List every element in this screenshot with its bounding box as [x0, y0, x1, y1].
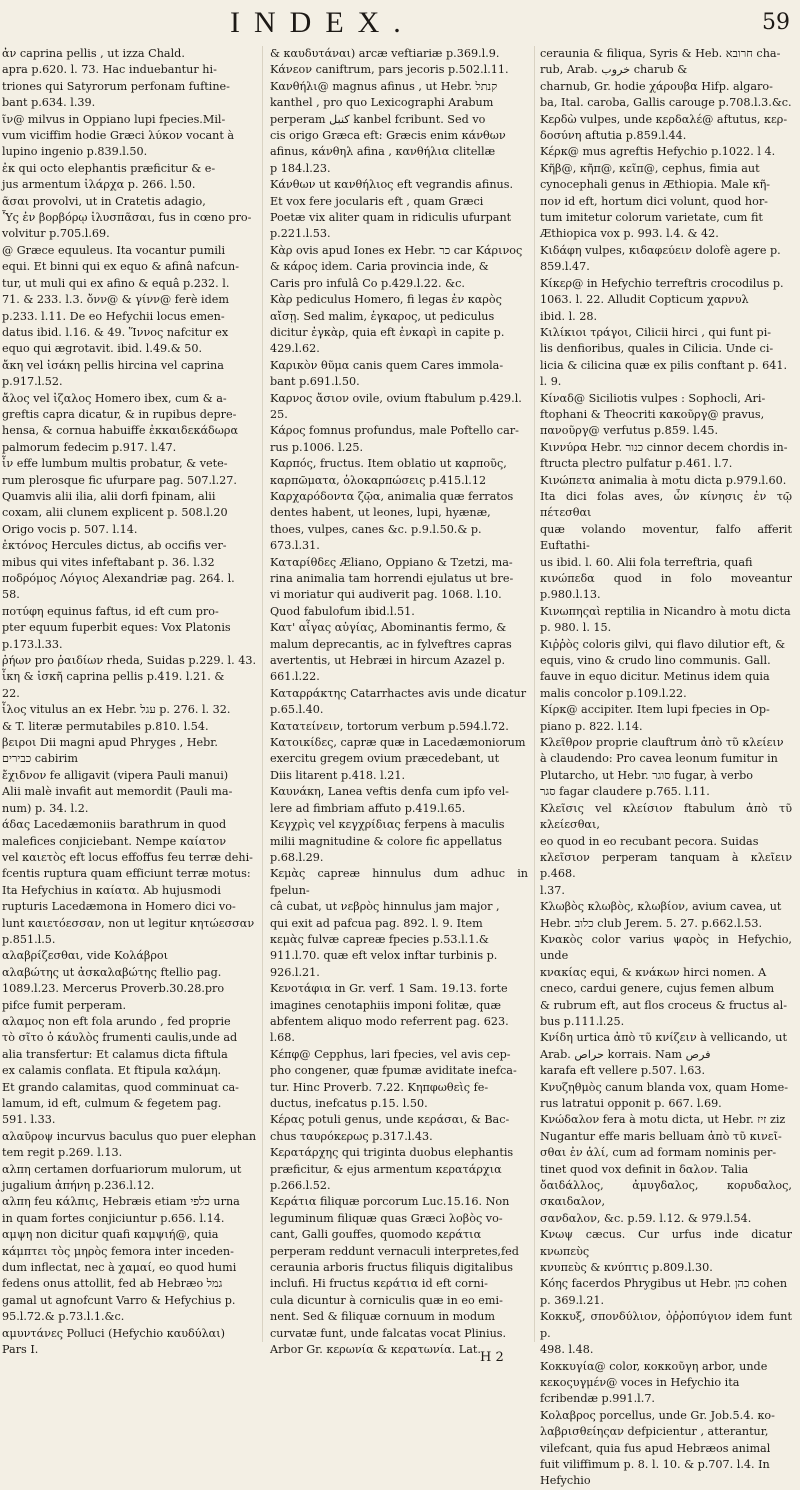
index-line: pter equum fuperbit eques: Vox Platonis — [2, 621, 231, 635]
index-line: p.173.l.33. — [2, 637, 63, 651]
index-line: cis origo Græca eft: Græcis enim κάνθων — [270, 129, 506, 143]
index-line: rum plerosque fic ufurpare pag. 507.l.27. — [2, 473, 237, 487]
index-line: αλπη certamen dorfuariorum mulorum, ut — [2, 1162, 242, 1176]
index-line: l.37. — [540, 883, 565, 897]
index-line: à claudendo: Pro cavea leonum fumitur in — [540, 752, 778, 766]
index-line: leguminum filiquæ quas Græci λοβὸς vo- — [270, 1211, 503, 1225]
index-line: vi moriatur qui audiverit pag. 1068. l.10. — [270, 588, 502, 602]
index-line: Καταρράκτης Catarrhactes avis unde dicatur — [270, 686, 527, 700]
index-line: ductus, inefcatus p.15. l.50. — [270, 1097, 428, 1110]
index-line: p.65.l.40. — [270, 703, 324, 717]
index-line: Poetæ vix aliter quam in ridiculis ufurpant — [270, 211, 512, 225]
index-line: Alii malè invafit aut memordit (Pauli ma- — [2, 785, 233, 799]
index-line: perperam كنبل kanbel fcribunt. Sed vo — [270, 112, 486, 126]
index-line: afinus, κάνθηλ afina , κανθήλια clitellæ — [270, 145, 496, 159]
index-line: perperam reddunt vernaculi interpretes,fed — [270, 1244, 519, 1258]
page-footer — [0, 1350, 800, 1372]
index-line: Κλεῖθρον proprie clauftrum ἀπὸ τῦ κλείειν — [540, 736, 784, 750]
index-line: Κατοικίδες, capræ quæ in Lacedæmoniorum — [270, 736, 526, 750]
index-line: ποδρόμος Λόγιος Alexandriæ pag. 264. l. — [2, 572, 235, 585]
index-line: cneco, cardui genere, cujus femen album — [540, 982, 775, 996]
index-line: apra p.620. l. 73. Hac induebantur hi- — [2, 63, 217, 77]
index-line: ὄαιδάλλος, ἀμυγδαλος, κορυδαλος, σκαιδαλον, — [540, 1179, 792, 1209]
index-line: Κολαβρος porcellus, unde Gr. Job.5.4. κο- — [540, 1408, 775, 1422]
index-line: kanthel , pro quo Lexicographi Arabum — [270, 96, 494, 110]
index-line: bant p.634. l.39. — [2, 96, 96, 110]
index-line: τὸ σῖτο ὁ κάυλὸς frumenti caulis,unde ad — [2, 1031, 238, 1045]
index-line: chus ταυρόκερως p.317.l.43. — [270, 1129, 433, 1143]
index-line: fcentis ruptura quam efficiunt terræ motus: — [2, 867, 251, 881]
index-line: Κνυζηθμὸς canum blanda vox, quam Home- — [540, 1080, 788, 1094]
index-line: Κοκκυξ, σπονδύλιον, ὀῤῥοπύγιον idem funt p. — [540, 1310, 792, 1340]
index-line: lupino ingenio p.839.l.50. — [2, 145, 148, 159]
index-line: αλαβρίζεσθαι, vide Κολάβροι — [2, 949, 169, 963]
index-line: Καυνάκη, Lanea veftis denfa cum ipfo vel- — [270, 785, 509, 799]
index-line: l.68. — [270, 1031, 295, 1045]
index-line: ἶκη & ἰσκῆ caprina pellis p.419. l.21. & — [2, 670, 225, 684]
index-line: abfentem aliquo modo referrent pag. 623. — [270, 1014, 509, 1028]
index-line: vilefcant, quia fus apud Hebræos animal — [540, 1441, 771, 1455]
index-line: piano p. 822. l.14. — [540, 719, 643, 733]
index-line: 71. & 233. l.3. ὄνν@ & γίνν@ ferè idem — [2, 293, 229, 307]
index-line: ibid. l. 28. — [540, 309, 598, 323]
index-line: gamal ut agnofcunt Varro & Hefychius p. — [2, 1293, 236, 1307]
index-line: 1089.l.23. Mercerus Proverb.30.28.pro — [2, 982, 225, 996]
index-line: αἴσῃ. Sed malim, ἐγκαρος, ut pediculus — [270, 309, 495, 323]
index-line: p.266.l.52. — [270, 1179, 331, 1193]
index-line: κεμὰς fulvæ capreæ fpecies p.53.l.1.& — [270, 932, 489, 946]
index-line: ἄκη vel ἰσάκη pellis hircina vel caprina — [2, 358, 224, 372]
index-line: vel καιετὸς eft locus effoffus feu terræ dehi- — [2, 850, 253, 864]
index-line: Κάνθων ut κανθήλιος eft vegrandis afinus. — [270, 178, 514, 192]
index-line: Κανθήλι@ magnus afinus , ut Hebr. קנתל — [270, 79, 498, 93]
index-line: σθαι ἐν ἁλί, cum ad formam nominis per- — [540, 1146, 777, 1160]
index-line: rus p.1006. l.25. — [270, 440, 364, 454]
index-line: ἶν effe lumbum multis probatur, & vete- — [2, 457, 228, 471]
running-head: INDEX. — [230, 6, 415, 39]
index-line: us ibid. l. 60. Alii fola terreftria, quafi — [540, 555, 753, 569]
index-line: άδας Lacedæmoniis barathrum in quod — [2, 818, 227, 832]
index-line: 673.l.31. — [270, 539, 320, 553]
index-line: κάμπτει τὸς μηρὸς femora inter inceden- — [2, 1244, 234, 1258]
index-line: p.221.l.53. — [270, 227, 331, 241]
index-line: avertentis, ut Hebræi in hircum Azazel p. — [270, 654, 506, 668]
index-line: Κνακὸς color varius ψαρὸς in Hefychio, unde — [540, 932, 792, 963]
index-line: Hefychio — [540, 1474, 591, 1488]
index-line: Quamvis alii ilia, alii dorfi fpinam, alii — [2, 489, 216, 503]
index-line: tum imitetur colorum varietate, cum fit — [540, 211, 763, 225]
index-line: bus p.111.l.25. — [540, 1014, 625, 1028]
index-line: Plutarcho, ut Hebr. סוגר fugar, à verbo — [540, 768, 753, 782]
index-line: vum viciffim hodie Græci λύκον vocant à — [2, 129, 235, 143]
index-line: rupturis Lacedæmona in Homero dici vo- — [2, 900, 236, 914]
index-line: Κοκκυγία@ color, κοκκοῦγη arbor, unde — [540, 1359, 768, 1373]
index-line: mibus qui vites infeftabant p. 36. l.32 — [2, 555, 215, 569]
index-line: ἐκτόνος Hercules dictus, ab occifis ver- — [2, 539, 227, 553]
index-line: lis denfioribus, quales in Cilicia. Unde ci- — [540, 342, 774, 356]
index-line: ceraunia arboris fructus filiquis digitalibus — [270, 1261, 513, 1275]
index-line: lunt καιετόεσσαν, non ut legitur κητώεσσαν — [2, 916, 255, 930]
index-line: triones qui Satyrorum perfonam fuftine- — [2, 79, 230, 93]
index-line: Κεμὰς capreæ hinnulus dum adhuc in fpelun- — [270, 867, 528, 897]
index-line: Κινωπηςαὶ reptilia in Nicandro à motu dicta — [540, 604, 791, 618]
index-line: 25. — [270, 407, 288, 421]
index-line: p.917.l.52. — [2, 375, 63, 389]
index-line: equis, vino & crudo lino communis. Gall. — [540, 654, 771, 668]
index-line: ῖν@ milvus in Oppiano lupi fpecies.Mil- — [2, 112, 226, 126]
index-line: Κίναδ@ Siciliotis vulpes : Sophocli, Ari- — [540, 391, 766, 405]
index-line: αλαμος non eft fola arundo , fed proprie — [2, 1014, 231, 1028]
index-line: κεκοςυγμέν@ voces in Hefychio ita — [540, 1375, 740, 1389]
index-line: πανοῦργ@ verfutus p.859. l.45. — [540, 424, 718, 438]
index-line: πον id eft, hortum dici volunt, quod hor- — [540, 194, 768, 208]
index-line: cynocephali genus in Æthiopia. Male κῆ- — [540, 178, 771, 192]
index-line: 591. l.33. — [2, 1113, 56, 1127]
index-line: & κάρος idem. Caria provincia inde, & — [270, 260, 489, 274]
page-header — [0, 6, 800, 44]
index-line: ἀν caprina pellis , ut izza Chald. — [2, 47, 185, 60]
index-line: p.851.l.5. — [2, 932, 56, 946]
index-line: ἶλος vitulus an ex Hebr. עגל p. 276. l. 32. — [2, 703, 231, 717]
index-line: thoes, vulpes, canes &c. p.9.l.50.& p. — [270, 522, 482, 536]
index-line: curvatæ funt, unde falcatas vocat Plinius. — [270, 1326, 507, 1340]
index-line: fedens onus attollit, fed ab Hebræo גמל — [2, 1277, 223, 1291]
index-column-3 — [540, 46, 792, 1490]
index-line: jus armentum ἰλάρχα p. 266. l.50. — [2, 178, 196, 192]
index-line: αμψη non dicitur quafi καμψιή@, quia — [2, 1228, 219, 1242]
index-line: κλεῖσιον perperam tanquam à κλεῖειν p.468. — [540, 850, 792, 881]
index-line: & T. literæ permutabiles p.810. l.54. — [2, 719, 209, 733]
index-line: lere ad fimbriam affuto p.419.l.65. — [270, 801, 466, 815]
index-line: equo qui ægrotavit. ibid. l.49.& 50. — [2, 342, 203, 356]
index-line: fuit viliffimum p. 8. l. 10. & p.707. l.4. In — [540, 1457, 770, 1471]
index-line: Καρπός, fructus. Item oblatio ut καρποῦς, — [270, 457, 507, 471]
index-line: pifce fumit perperam. — [2, 998, 127, 1012]
index-line: nent. Sed & filiquæ cornuum in modum — [270, 1310, 496, 1324]
index-line: rub, Arab. خروب charub & — [540, 63, 688, 77]
index-line: ποτύφη equinus faftus, id eft cum pro- — [2, 604, 219, 618]
index-line: Κίκερ@ in Hefychio terreftris crocodilus p. — [540, 276, 784, 290]
index-line: 911.l.70. quæ eft velox inftar turbinis p. — [270, 949, 498, 963]
index-line: milii magnitudine & colore fic appellatus — [270, 834, 503, 848]
index-line: σανδαλον, &c. p.59. l.12. & 979.l.54. — [540, 1211, 752, 1225]
index-line: malis concolor p.109.l.22. — [540, 686, 687, 700]
index-line: bant p.691.l.50. — [270, 375, 360, 389]
index-line: @ Græce equuleus. Ita vocantur pumili — [2, 243, 226, 257]
index-line: Κὰρ pediculus Homero, fi legas ἐν καρὸς — [270, 293, 502, 307]
index-line: p.68.l.29. — [270, 850, 324, 864]
index-line: l. 9. — [540, 375, 562, 389]
index-line: ἐκ qui octo elephantis præficitur & e- — [2, 161, 216, 175]
index-line: jugalium ἀπήνη p.236.l.12. — [2, 1179, 155, 1193]
column-divider — [262, 46, 263, 1342]
index-line: tur. Hinc Proverb. 7.22. Κηπφωθεὶς fe- — [270, 1080, 489, 1094]
index-line: præficitur, & ejus armentum κερατάρχια — [270, 1162, 502, 1176]
index-line: quæ volando moventur, falfo afferit Euftathi- — [540, 522, 792, 553]
index-line: Diis litarent p.418. l.21. — [270, 768, 406, 782]
index-column-1 — [2, 46, 258, 1359]
index-line: Κεράτια filiquæ porcorum Luc.15.16. Non — [270, 1195, 510, 1209]
index-line: Arbor Gr. κερωνία & κερατωνία. Lat. — [270, 1343, 481, 1357]
index-line: charnub, Gr. hodie χάρουβα Hifp. algaro- — [540, 79, 773, 93]
index-line: βειροι Dii magni apud Phryges , Hebr. — [2, 736, 218, 750]
index-line: Κιῤῥὸς coloris gilvi, qui flavo dilutior eft, & — [540, 637, 786, 651]
index-line: 1063. l. 22. Alludit Copticum χαρνυλ — [540, 293, 749, 307]
index-line: coxam, alii clunem explicent p. 508.l.20 — [2, 506, 228, 520]
index-line: Æthiopica vox p. 993. l.4. & 42. — [540, 227, 719, 241]
index-line: Κόης facerdos Phrygibus ut Hebr. כהן cohen — [540, 1277, 788, 1291]
index-line: 22. — [2, 686, 20, 700]
index-line: ftophani & Theocriti κακοῦργ@ pravus, — [540, 407, 765, 421]
index-line: Κιδάφη vulpes, κιδαφεύειν dolofè agere p. — [540, 243, 781, 257]
index-column-2 — [270, 46, 528, 1359]
index-line: datus ibid. l.16. & 49. Ἵννος nafcitur ex — [2, 325, 229, 339]
index-line: imagines cenotaphiis imponi folitæ, quæ — [270, 998, 501, 1012]
index-line: hensa, & cornua habuiffe ἐκκαιδεκάδωρα — [2, 424, 238, 438]
index-line: ftructa plectro pulfatur p.461. l.7. — [540, 457, 733, 471]
index-line: Κίρκ@ accipiter. Item lupi fpecies in Op- — [540, 703, 770, 717]
index-line: 661.l.22. — [270, 670, 320, 684]
index-line: p 184.l.23. — [270, 161, 331, 175]
index-line: lamum, id eft, culmum & fegetem pag. — [2, 1097, 222, 1110]
index-line: סגר fagar claudere p.765. l.11. — [540, 785, 710, 799]
index-line: câ cubat, ut νεβρὸς hinnulus jam major , — [270, 900, 500, 914]
index-line: κνυπεὺς & κνύπτις p.809.l.30. — [540, 1261, 713, 1275]
index-line: λαβρισθείηςαν defpicientur , atterantur, — [540, 1425, 769, 1439]
index-line: fauve in equo dicitur. Metinus idem quia — [540, 670, 770, 684]
index-line: Et vox fere jocularis eft , quam Græci — [270, 194, 484, 208]
index-line: pho congener, quæ fpumæ aviditate inefca- — [270, 1064, 517, 1078]
index-line: δοσύνη aftutia p.859.l.44. — [540, 129, 687, 143]
index-line: 95.l.72.& p.73.l.1.&c. — [2, 1310, 125, 1324]
index-line: p. 980. l. 15. — [540, 621, 612, 635]
index-line: alia transfertur: Et calamus dicta fiftula — [2, 1047, 228, 1061]
index-line: qui exit ad pafcua pag. 892. l. 9. Item — [270, 916, 483, 930]
index-line: Κλεῖσις vel κλείσιον ftabulum ἀπὸ τῦ κλείεσθαι, — [540, 801, 792, 832]
index-line: Κνώδαλον fera à motu dicta, ut Hebr. זיז ziz — [540, 1113, 786, 1127]
index-line: Καρνος ἄσιον ovile, ovium ftabulum p.429.l. — [270, 391, 522, 405]
index-line: fcribendæ p.991.l.7. — [540, 1392, 655, 1406]
index-line: tur, ut muli qui ex afino & equâ p.232. l. — [2, 276, 230, 290]
index-line: & καυδυτάναι) arcæ veftiariæ p.369.l.9. — [270, 47, 500, 60]
index-line: eo quod in eo recubant pecora. Suidas — [540, 834, 759, 848]
index-line: p.233. l.11. De eo Hefychii locus emen- — [2, 309, 225, 323]
index-line: num) p. 34. l.2. — [2, 801, 89, 815]
index-line: ex calamis conflata. Et ftipula καλάμη. — [2, 1064, 222, 1078]
index-line: licia & cilicina quæ ex pilis conftant p. 641. — [540, 358, 788, 372]
index-line: tinet quod vox definit in δαλον. Talia — [540, 1162, 749, 1176]
index-line: Κέπφ@ Cepphus, lari fpecies, vel avis cep- — [270, 1047, 511, 1061]
index-line: 58. — [2, 588, 20, 602]
index-line: Arab. حراص korrais. Nam فرص — [540, 1047, 711, 1061]
index-line: Κέρας potuli genus, unde κεράσαι, & Bac- — [270, 1113, 510, 1127]
index-line: 859.l.47. — [540, 260, 590, 274]
column-divider — [534, 46, 535, 1342]
index-line: κνακίας equi, & κνάκων hirci nomen. A — [540, 965, 767, 979]
index-line: ᾶσαι provolvi, ut in Cratetis adagio, — [2, 194, 206, 208]
index-line: Κνίδη urtica ἀπὸ τῦ κνίζειν à vellicando, ut — [540, 1031, 787, 1045]
index-line: Κατ' αἶγας αὐγίας, Abominantis fermo, & — [270, 621, 507, 635]
index-line: Origo vocis p. 507. l.14. — [2, 522, 138, 536]
index-line: in quam fortes conjiciuntur p.656. l.14. — [2, 1211, 225, 1225]
index-line: equi. Et binni qui ex equo & afinâ nafcun- — [2, 260, 239, 274]
index-line: Hebr. כלוב club Jerem. 5. 27. p.662.l.53. — [540, 916, 762, 930]
index-line: αλαβώτης ut ἀσκαλαβώτης ftellio pag. — [2, 965, 222, 979]
index-line: Κεγχρὶς vel κεγχρίδιας ferpens à maculis — [270, 818, 505, 832]
index-line: καρπῶματα, ὁλοκαρπώσεις p.415.l.12 — [270, 473, 487, 487]
index-line: rus latratui opponit p. 667. l.69. — [540, 1097, 722, 1110]
index-line: & rubrum eft, aut flos croceus & fructus al- — [540, 998, 787, 1012]
index-line: Κάνεον caniftrum, pars jecoris p.502.l.11. — [270, 63, 509, 77]
index-line: cant, Galli gouffes, quomodo κεράτια — [270, 1228, 482, 1242]
index-line: Caris pro infulâ Co p.429.l.22. &c. — [270, 276, 465, 290]
index-line: dicitur ἐγκὰρ, quia eft ἐνκαρὶ in capite p. — [270, 325, 505, 339]
index-line: malefices conjiciebant. Nempe καίατον — [2, 834, 227, 848]
index-line: ἄλος vel ἰζαλος Homero ibex, cum & a- — [2, 391, 227, 405]
index-line: inclufi. Hi fructus κεράτια id eft corni- — [270, 1277, 488, 1291]
sheet-mark: H 2 — [480, 1350, 504, 1365]
index-line: rina animalia tam horrendi ejulatus ut bre- — [270, 572, 514, 585]
index-line: ἔχιδνον fe alligavit (vipera Pauli manui) — [2, 768, 229, 782]
index-line: αλαῦροψ incurvus baculus quo puer elephan — [2, 1129, 257, 1143]
index-line: Κῆβ@, κῆπ@, κεῖπ@, cephus, fimia aut — [540, 161, 760, 175]
index-line: 498. l.48. — [540, 1343, 594, 1357]
index-line: 429.l.62. — [270, 342, 320, 356]
index-line: Κὰρ ovis apud Iones ex Hebr. כר car Κάρινος — [270, 243, 523, 257]
index-line: 926.l.21. — [270, 965, 320, 979]
index-line: Κέρκ@ mus agreftis Hefychio p.1022. l 4. — [540, 145, 776, 159]
index-line: כבירים cabirim — [2, 752, 78, 766]
index-line: cula dicuntur à corniculis quæ in eo emi- — [270, 1293, 503, 1307]
index-line: Ὗς ἐν βορβόρῳ ἰλυσπᾶσαι, fus in cœno pro- — [2, 211, 252, 225]
index-line: tem regit p.269. l.13. — [2, 1146, 123, 1160]
index-line: Καρικὸν θῦμα canis quem Cares immola- — [270, 358, 504, 372]
page-number: 59 — [762, 10, 790, 35]
index-line: dum inflectat, nec à χαμαί, eo quod humi — [2, 1261, 237, 1275]
index-line: Κενοτάφια in Gr. verf. 1 Sam. 19.13. forte — [270, 982, 508, 996]
index-line: Κινώπετα animalia à motu dicta p.979.l.60. — [540, 473, 787, 487]
index-line: Pars I. — [2, 1343, 39, 1357]
index-line: αλπη feu κάλπις, Hebræis etiam כלפי urna — [2, 1195, 240, 1209]
index-line: Κνωψ cæcus. Cur urfus inde dicatur κνωπεὺς — [540, 1228, 792, 1258]
index-line: Κάρος fomnus profundus, male Poftello car- — [270, 424, 519, 438]
index-line: Καταρίθδες Æliano, Oppiano & Tzetzi, ma- — [270, 555, 513, 569]
index-line: p. 369.l.21. — [540, 1293, 605, 1307]
index-line: Κλωβὸς κλωβὸς, κλωβίον, avium cavea, ut — [540, 900, 782, 914]
index-line: κινώπεδα quod in folo moveantur p.980.l.13. — [540, 572, 792, 602]
index-line: Quod fabulofum ibid.l.51. — [270, 604, 415, 618]
index-line: greftis capra dicatur, & in rupibus depre- — [2, 407, 237, 421]
index-line: Κερδὼ vulpes, unde κερδαλέ@ aftutus, κερ- — [540, 112, 788, 126]
index-line: palmorum fedecim p.917. l.47. — [2, 440, 177, 454]
index-line: volvitur p.705.l.69. — [2, 227, 110, 241]
index-line: Ita dici folas aves, ὧν κίνησις ἐν τῷ πέτεσθαι — [540, 489, 792, 520]
index-line: Κιννύρα Hebr. כנור cinnor decem chordis in- — [540, 440, 788, 454]
index-line: Ita Hefychius in καίατα. Ab hujusmodi — [2, 883, 221, 897]
index-line: Κερατάρχης qui triginta duobus elephantis — [270, 1146, 514, 1160]
index-line: Et grando calamitas, quod comminuat ca- — [2, 1080, 239, 1094]
index-line: karafa eft vellere p.507. l.63. — [540, 1064, 705, 1078]
index-line: Καρχαρόδοντα ζῷα, animalia quæ ferratos — [270, 489, 514, 503]
index-line: Nugantur effe maris belluam ἀπὸ τῦ κινεῖ- — [540, 1129, 782, 1143]
index-line: Κατατείνειν, tortorum verbum p.594.l.72. — [270, 719, 509, 733]
index-line: dentes habent, ut leones, lupi, hyænæ, — [270, 506, 491, 520]
index-line: exercitu gregem ovium præcedebant, ut — [270, 752, 500, 766]
index-line: Κιλίκιοι τράγοι, Cilicii hirci , qui funt pi- — [540, 325, 772, 339]
index-line: ba, Ital. caroba, Gallis carouge p.708.l.3.&c. — [540, 96, 792, 110]
index-line: ῥήων pro ῥαιδίων rheda, Suidas p.229. l. 43. — [2, 654, 257, 668]
index-line: malum deprecantis, ac in fylveftres capras — [270, 637, 512, 651]
index-line: ceraunia & filiqua, Syris & Heb. חרובא cha- — [540, 47, 781, 60]
index-line: αμυντάνες Polluci (Hefychio καυδύλαι) — [2, 1326, 225, 1340]
